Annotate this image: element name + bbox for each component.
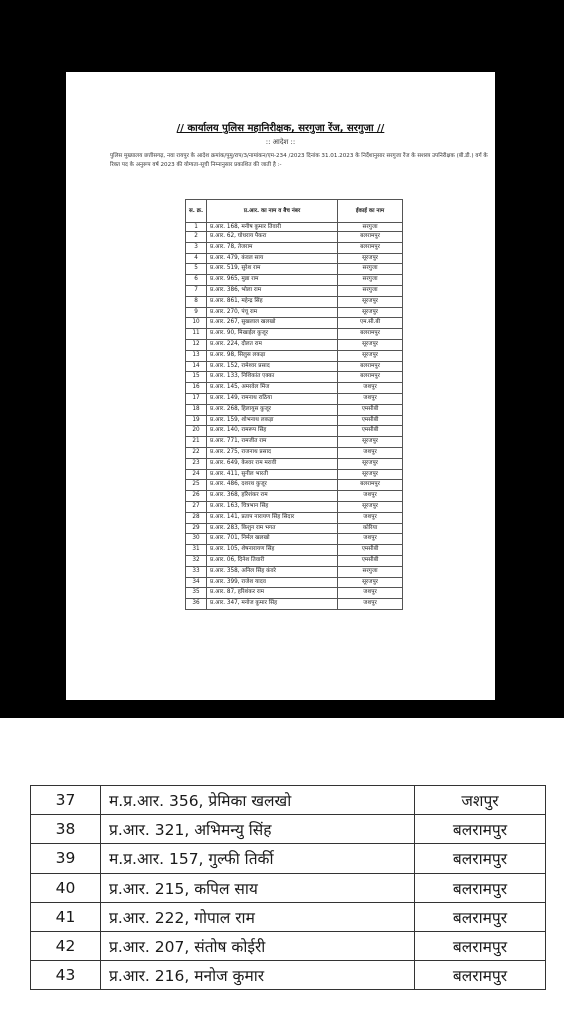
unit-cell: एम.सी.बी bbox=[338, 318, 403, 329]
table-header-row bbox=[186, 200, 403, 223]
table-row bbox=[31, 961, 546, 990]
name-cell: प्र.आर. 479, कंवल साय bbox=[207, 253, 338, 264]
serial-cell: 17 bbox=[186, 393, 207, 404]
name-cell: प्र.आर. 168, मनीष कुमार तिवारी bbox=[207, 223, 338, 232]
name-cell: प्र.आर. 283, किशुन राम भगत bbox=[207, 523, 338, 534]
name-cell: प्र.आर. 78, तेजराम bbox=[207, 242, 338, 253]
header-serial: स. क्र. bbox=[186, 200, 207, 223]
name-cell: प्र.आर. 207, संतोष कोईरी bbox=[101, 931, 415, 960]
serial-cell: 39 bbox=[31, 844, 101, 873]
serial-cell: 35 bbox=[186, 588, 207, 599]
table-row bbox=[186, 253, 403, 264]
table-row bbox=[186, 404, 403, 415]
serial-cell: 6 bbox=[186, 275, 207, 286]
unit-cell: जशपुर bbox=[338, 447, 403, 458]
unit-cell: सूरजपुर bbox=[338, 253, 403, 264]
serial-cell: 24 bbox=[186, 469, 207, 480]
name-cell: प्र.आर. 222, गोपाल राम bbox=[101, 902, 415, 931]
table-row bbox=[31, 786, 546, 815]
table-row bbox=[31, 931, 546, 960]
serial-cell: 11 bbox=[186, 329, 207, 340]
name-cell: प्र.आर. 140, रामरूप सिंह bbox=[207, 426, 338, 437]
name-cell: प्र.आर. 152, रामेश्वर प्रसाद bbox=[207, 361, 338, 372]
table-row bbox=[186, 523, 403, 534]
table-row bbox=[186, 232, 403, 243]
unit-cell: कोरिया bbox=[338, 523, 403, 534]
name-cell: म.प्र.आर. 356, प्रेमिका खलखो bbox=[101, 786, 415, 815]
table-row bbox=[186, 458, 403, 469]
table-row bbox=[186, 545, 403, 556]
name-cell: प्र.आर. 159, शोभनाथ लकड़ा bbox=[207, 415, 338, 426]
table-row bbox=[186, 566, 403, 577]
serial-cell: 20 bbox=[186, 426, 207, 437]
unit-cell: जशपुर bbox=[338, 512, 403, 523]
table-row bbox=[186, 285, 403, 296]
name-cell: प्र.आर. 519, सुरेश राम bbox=[207, 264, 338, 275]
table-row bbox=[186, 242, 403, 253]
unit-cell: सूरजपुर bbox=[338, 437, 403, 448]
unit-cell: एमसीबी bbox=[338, 426, 403, 437]
table-row bbox=[186, 588, 403, 599]
name-cell: प्र.आर. 149, रामनाथ राठिया bbox=[207, 393, 338, 404]
unit-cell: बलरामपुर bbox=[415, 873, 546, 902]
serial-cell: 9 bbox=[186, 307, 207, 318]
serial-cell: 36 bbox=[186, 599, 207, 610]
table-row bbox=[186, 361, 403, 372]
table-row bbox=[186, 415, 403, 426]
table-row bbox=[31, 844, 546, 873]
name-cell: प्र.आर. 267, सुखलाल खलखो bbox=[207, 318, 338, 329]
unit-cell: बलरामपुर bbox=[415, 815, 546, 844]
serial-cell: 16 bbox=[186, 383, 207, 394]
serial-cell: 1 bbox=[186, 223, 207, 232]
merit-list-table bbox=[185, 199, 403, 610]
continuation-table bbox=[30, 785, 546, 990]
name-cell: प्र.आर. 105, शेषनारायण सिंह bbox=[207, 545, 338, 556]
unit-cell: बलरामपुर bbox=[338, 329, 403, 340]
unit-cell: सरगुजा bbox=[338, 566, 403, 577]
table-row bbox=[186, 307, 403, 318]
name-cell: प्र.आर. 321, अभिमन्यु सिंह bbox=[101, 815, 415, 844]
serial-cell: 25 bbox=[186, 480, 207, 491]
name-cell: म.प्र.आर. 157, गुल्फी तिर्की bbox=[101, 844, 415, 873]
table-row bbox=[186, 223, 403, 232]
unit-cell: सूरजपुर bbox=[338, 350, 403, 361]
name-cell: प्र.आर. 163, चित्रभान सिंह bbox=[207, 501, 338, 512]
unit-cell: सूरजपुर bbox=[338, 469, 403, 480]
serial-cell: 15 bbox=[186, 372, 207, 383]
name-cell: प्र.आर. 90, मिखाईल कुजूर bbox=[207, 329, 338, 340]
name-cell: प्र.आर. 771, रामजीत राम bbox=[207, 437, 338, 448]
name-cell: प्र.आर. 649, केश्वर राम मरावी bbox=[207, 458, 338, 469]
unit-cell: एमसीबी bbox=[338, 555, 403, 566]
serial-cell: 34 bbox=[186, 577, 207, 588]
unit-cell: सरगुजा bbox=[338, 264, 403, 275]
name-cell: प्र.आर. 133, निशिकांत एक्का bbox=[207, 372, 338, 383]
table-row bbox=[186, 393, 403, 404]
unit-cell: बलरामपुर bbox=[338, 232, 403, 243]
serial-cell: 40 bbox=[31, 873, 101, 902]
unit-cell: सूरजपुर bbox=[338, 501, 403, 512]
unit-cell: सूरजपुर bbox=[338, 458, 403, 469]
serial-cell: 26 bbox=[186, 491, 207, 502]
unit-cell: बलरामपुर bbox=[338, 372, 403, 383]
unit-cell: बलरामपुर bbox=[415, 902, 546, 931]
serial-cell: 28 bbox=[186, 512, 207, 523]
order-heading: :: आदेश :: bbox=[265, 138, 296, 146]
name-cell: प्र.आर. 399, राजेश यादव bbox=[207, 577, 338, 588]
table-row bbox=[186, 329, 403, 340]
unit-cell: सूरजपुर bbox=[338, 307, 403, 318]
table-row bbox=[186, 339, 403, 350]
serial-cell: 19 bbox=[186, 415, 207, 426]
name-cell: प्र.आर. 215, कपिल साय bbox=[101, 873, 415, 902]
document-title: // कार्यालय पुलिस महानिरीक्षक, सरगुजा रेंज, सरगुजा // bbox=[176, 123, 385, 134]
table-row bbox=[186, 512, 403, 523]
table-row bbox=[186, 318, 403, 329]
unit-cell: जशपुर bbox=[338, 588, 403, 599]
serial-cell: 30 bbox=[186, 534, 207, 545]
unit-cell: बलरामपुर bbox=[415, 931, 546, 960]
unit-cell: जशपुर bbox=[338, 383, 403, 394]
unit-cell: बलरामपुर bbox=[338, 242, 403, 253]
serial-cell: 5 bbox=[186, 264, 207, 275]
unit-cell: बलरामपुर bbox=[338, 480, 403, 491]
serial-cell: 13 bbox=[186, 350, 207, 361]
name-cell: प्र.आर. 965, मुन्ना राम bbox=[207, 275, 338, 286]
unit-cell: जशपुर bbox=[338, 491, 403, 502]
serial-cell: 29 bbox=[186, 523, 207, 534]
unit-cell: सरगुजा bbox=[338, 285, 403, 296]
table-row bbox=[186, 275, 403, 286]
table-row bbox=[186, 469, 403, 480]
serial-cell: 10 bbox=[186, 318, 207, 329]
unit-cell: बलरामपुर bbox=[415, 844, 546, 873]
table-row bbox=[186, 491, 403, 502]
name-cell: प्र.आर. 861, महेन्द्र सिंह bbox=[207, 296, 338, 307]
unit-cell: सूरजपुर bbox=[338, 296, 403, 307]
serial-cell: 23 bbox=[186, 458, 207, 469]
continuation-body bbox=[31, 786, 546, 990]
table-row bbox=[186, 350, 403, 361]
serial-cell: 21 bbox=[186, 437, 207, 448]
unit-cell: बलरामपुर bbox=[338, 361, 403, 372]
table-row bbox=[186, 480, 403, 491]
name-cell: प्र.आर. 368, हरिशंकर राम bbox=[207, 491, 338, 502]
name-cell: प्र.आर. 145, अमरवेल मिंज bbox=[207, 383, 338, 394]
table-row bbox=[186, 296, 403, 307]
name-cell: प्र.आर. 386, भोला राम bbox=[207, 285, 338, 296]
serial-cell: 3 bbox=[186, 242, 207, 253]
table-row bbox=[186, 599, 403, 610]
table-row bbox=[186, 534, 403, 545]
name-cell: प्र.आर. 06, दिनेश तिवारी bbox=[207, 555, 338, 566]
serial-cell: 33 bbox=[186, 566, 207, 577]
name-cell: प्र.आर. 275, राजनाथ प्रसाद bbox=[207, 447, 338, 458]
table-row bbox=[31, 902, 546, 931]
name-cell: प्र.आर. 87, हरिशंकर राम bbox=[207, 588, 338, 599]
unit-cell: एमसीबी bbox=[338, 545, 403, 556]
unit-cell: जशपुर bbox=[415, 786, 546, 815]
merit-list-body bbox=[186, 223, 403, 610]
serial-cell: 43 bbox=[31, 961, 101, 990]
unit-cell: जशपुर bbox=[338, 599, 403, 610]
table-row bbox=[186, 264, 403, 275]
table-row bbox=[186, 501, 403, 512]
name-cell: प्र.आर. 411, सुनील भारती bbox=[207, 469, 338, 480]
document-page bbox=[66, 72, 495, 700]
name-cell: प्र.आर. 347, मनोज कुमार सिंह bbox=[207, 599, 338, 610]
name-cell: प्र.आर. 141, प्रताप नारायण सिंह सिदार bbox=[207, 512, 338, 523]
serial-cell: 37 bbox=[31, 786, 101, 815]
unit-cell: बलरामपुर bbox=[415, 961, 546, 990]
table-row bbox=[186, 555, 403, 566]
serial-cell: 4 bbox=[186, 253, 207, 264]
unit-cell: सूरजपुर bbox=[338, 339, 403, 350]
name-cell: प्र.आर. 358, अनिल सिंह कंवरे bbox=[207, 566, 338, 577]
name-cell: प्र.आर. 701, निर्मल खलखो bbox=[207, 534, 338, 545]
name-cell: प्र.आर. 62, घोधराय पैकरा bbox=[207, 232, 338, 243]
name-cell: प्र.आर. 268, हिलायुस कुजूर bbox=[207, 404, 338, 415]
unit-cell: सूरजपुर bbox=[338, 577, 403, 588]
serial-cell: 7 bbox=[186, 285, 207, 296]
serial-cell: 32 bbox=[186, 555, 207, 566]
unit-cell: जशपुर bbox=[338, 393, 403, 404]
name-cell: प्र.आर. 224, दौलत राम bbox=[207, 339, 338, 350]
serial-cell: 12 bbox=[186, 339, 207, 350]
header-unit: ईकाई का नाम bbox=[338, 200, 403, 223]
header-name: प्र.आर. का नाम व बैच नंबर bbox=[207, 200, 338, 223]
serial-cell: 14 bbox=[186, 361, 207, 372]
table-row bbox=[186, 383, 403, 394]
unit-cell: सरगुजा bbox=[338, 223, 403, 232]
name-cell: प्र.आर. 98, सिलुस लकड़ा bbox=[207, 350, 338, 361]
serial-cell: 31 bbox=[186, 545, 207, 556]
serial-cell: 8 bbox=[186, 296, 207, 307]
unit-cell: जशपुर bbox=[338, 534, 403, 545]
table-row bbox=[186, 437, 403, 448]
serial-cell: 42 bbox=[31, 931, 101, 960]
name-cell: प्र.आर. 486, दशरथ कुजूर bbox=[207, 480, 338, 491]
serial-cell: 38 bbox=[31, 815, 101, 844]
table-row bbox=[186, 426, 403, 437]
serial-cell: 41 bbox=[31, 902, 101, 931]
unit-cell: एमसीबी bbox=[338, 415, 403, 426]
order-paragraph: पुलिस मुख्यालय छत्तीसगढ़, नवा रायपुर के आदेश क्रमांक/पुमु/राप/3/नामांकन/एम-234 /2023 दिनांक 31.01.2023 के निर्देशानुसार सरगुजा रेंज के सशस्त्र उपनिरीक्षक (बी.डी.) वर्ग के रिक्त पद के अनुरूप वर्ष 2023 की योग्यता-सूची निम्नानुसार प्रकाशित की जाती है :- bbox=[110, 153, 488, 168]
table-row bbox=[186, 372, 403, 383]
table-row bbox=[31, 815, 546, 844]
serial-cell: 18 bbox=[186, 404, 207, 415]
table-row bbox=[31, 873, 546, 902]
name-cell: प्र.आर. 216, मनोज कुमार bbox=[101, 961, 415, 990]
table-row bbox=[186, 577, 403, 588]
serial-cell: 22 bbox=[186, 447, 207, 458]
serial-cell: 2 bbox=[186, 232, 207, 243]
unit-cell: एमसीबी bbox=[338, 404, 403, 415]
unit-cell: सरगुजा bbox=[338, 275, 403, 286]
table-row bbox=[186, 447, 403, 458]
serial-cell: 27 bbox=[186, 501, 207, 512]
name-cell: प्र.आर. 270, पंचू राम bbox=[207, 307, 338, 318]
